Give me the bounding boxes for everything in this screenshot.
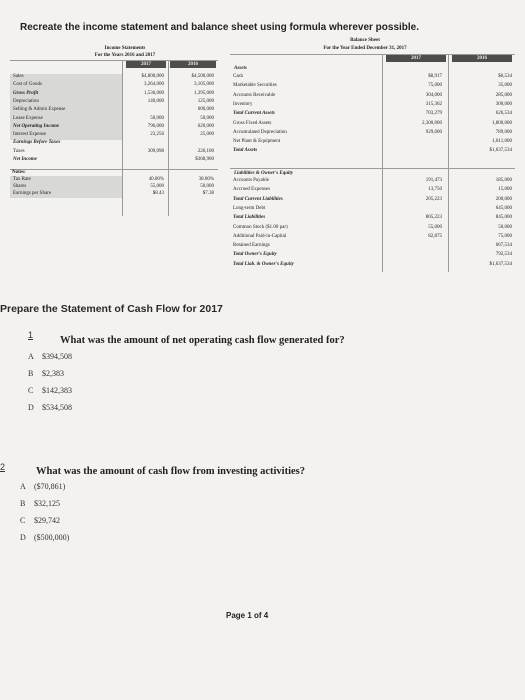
liability-row-label: Total Liab. & Owner's Equity — [233, 261, 294, 267]
q2-option-b[interactable]: B $32,125 — [20, 499, 60, 508]
asset-row-value-2016: 789,000 — [495, 129, 512, 135]
notes-row-value-2017: 55,000 — [150, 184, 164, 189]
income-row-label: Net Operating Income — [13, 123, 60, 129]
question-1-number: 1 — [28, 330, 34, 340]
income-row-label: Interest Expense — [13, 132, 47, 138]
income-row-value-2017: 796,000 — [147, 123, 164, 129]
assets-heading: Assets — [234, 66, 247, 71]
page-number: Page 1 of 4 — [226, 611, 269, 620]
asset-row-label: Marketable Securities — [233, 83, 277, 89]
asset-row-value-2017: 304,000 — [425, 92, 442, 98]
balance-header-title: Balance Sheet — [350, 38, 380, 43]
income-header-title: Income Statements — [104, 46, 146, 51]
asset-row-value-2016: 35,000 — [498, 83, 512, 89]
question-2-number: 2 — [0, 462, 6, 472]
income-row-value-2017: 140,000 — [147, 98, 164, 104]
liability-row-value-2016: 200,000 — [495, 196, 512, 202]
liability-row-value-2017: 205,223 — [425, 196, 442, 202]
income-row-value-2016: $4,500,000 — [191, 74, 214, 79]
asset-row-label: Accounts Receivable — [233, 92, 276, 98]
liability-row-value-2017: 805,223 — [425, 215, 442, 221]
income-row-label: Cost of Goods — [13, 82, 42, 88]
asset-row-label: Gross Fixed Assets — [233, 120, 272, 126]
liability-row-label: Retained Earnings — [233, 243, 270, 249]
asset-row-value-2017: 2,300,000 — [422, 120, 442, 126]
income-row-value-2016: 600,000 — [197, 107, 214, 113]
q1-option-a[interactable]: A $394,508 — [28, 352, 72, 361]
notes-row-value-2017: $8.43 — [152, 191, 164, 196]
asset-row-value-2016: $1,637,534 — [489, 148, 512, 154]
income-row-label: Depreciation — [13, 98, 39, 104]
liability-row-label: Accounts Payable — [233, 178, 269, 183]
liability-row-value-2017: 55,000 — [428, 224, 442, 230]
asset-row-value-2017: 703,279 — [425, 111, 442, 117]
notes-row-value-2016: 50,000 — [200, 184, 214, 189]
liability-row-value-2016: 50,000 — [498, 224, 512, 230]
asset-row-value-2016: 1,011,000 — [492, 139, 512, 145]
section-title: Prepare the Statement of Cash Flow for 2017 — [0, 303, 223, 315]
liability-row-value-2016: 667,534 — [495, 243, 512, 249]
income-year-2016: 2016 — [170, 61, 216, 68]
notes-row-label: Shares — [13, 184, 27, 189]
balance-year-2017: 2017 — [386, 55, 446, 62]
question-2-text: What was the amount of cash flow from investing activities? — [36, 466, 306, 477]
q1-option-c[interactable]: C $142,383 — [28, 386, 72, 395]
asset-row-value-2017: 315,362 — [425, 101, 442, 107]
liability-row-label: Additional Paid-in-Capital — [233, 233, 287, 239]
notes-row-value-2017: 40.00% — [148, 177, 164, 182]
income-row-value-2016: 25,000 — [200, 132, 214, 138]
liability-row-value-2016: 15,000 — [498, 187, 512, 193]
income-row-value-2017: 50,000 — [150, 115, 164, 121]
asset-row-label: Cash — [233, 74, 243, 79]
income-row-value-2016: 1,395,000 — [194, 90, 214, 96]
asset-row-label: Total Current Assets — [233, 111, 275, 117]
income-row-label: Selling & Admin Expense — [13, 107, 66, 113]
liability-row-label: Common Stock ($1.00 par) — [233, 224, 288, 230]
income-row-label: Taxes — [13, 148, 25, 154]
asset-row-value-2017: $8,917 — [428, 74, 442, 79]
asset-row-label: Inventory — [233, 101, 253, 107]
liabilities-heading: Liabilities & Owner's Equity — [234, 171, 294, 176]
notes-row-value-2016: 38.00% — [198, 177, 214, 182]
notes-row-value-2016: $7.38 — [202, 191, 214, 196]
notes-heading: Notes: — [12, 170, 26, 175]
liability-row-label: Total Liabilities — [233, 215, 266, 221]
liability-row-value-2016: 75,000 — [498, 233, 512, 239]
asset-row-value-2016: 285,000 — [495, 92, 512, 98]
income-row-value-2017: 1,536,000 — [144, 90, 164, 96]
income-year-2017: 2017 — [126, 61, 166, 68]
income-row-label: Lease Expense — [13, 115, 43, 121]
income-row-label: Sales — [13, 74, 24, 79]
income-row-value-2017: 23,256 — [150, 132, 164, 138]
q1-option-d[interactable]: D $534,508 — [28, 403, 72, 412]
income-statement — [10, 46, 218, 216]
q2-option-d[interactable]: D ($500,000) — [20, 533, 70, 542]
asset-row-value-2016: 300,000 — [495, 101, 512, 107]
liability-row-label: Total Owner's Equity — [233, 252, 277, 258]
asset-row-value-2016: 1,800,000 — [492, 120, 512, 126]
page-title: Recreate the income statement and balance sheet using formula wherever possible. — [20, 22, 420, 33]
income-row-value-2016: 50,000 — [200, 115, 214, 121]
liability-row-value-2016: 792,534 — [495, 252, 512, 258]
balance-year-2016: 2016 — [452, 55, 512, 62]
question-2-options — [20, 480, 69, 544]
liability-row-value-2016: 645,000 — [495, 205, 512, 211]
asset-row-label: Accumulated Depreciation — [233, 129, 287, 135]
question-1-options — [28, 350, 72, 414]
balance-header-period: For the Year Ended December 31, 2017 — [323, 46, 407, 51]
asset-row-value-2016: $6,534 — [498, 74, 512, 79]
income-row-value-2017: 309,098 — [147, 148, 164, 154]
notes-row-label: Earnings per Share — [13, 191, 52, 196]
income-header-period: For the Years 2016 and 2017 — [94, 53, 156, 58]
liability-row-value-2017: 82,875 — [428, 233, 442, 239]
income-row-value-2016: 226,100 — [197, 148, 214, 154]
liability-row-value-2017: 13,750 — [428, 187, 442, 193]
balance-sheet — [230, 38, 515, 273]
question-1-text: What was the amount of net operating cash flow generated for? — [60, 335, 345, 346]
asset-row-value-2017: 75,000 — [428, 83, 442, 89]
q2-option-c[interactable]: C $29,742 — [20, 516, 60, 525]
asset-row-label: Total Assets — [233, 148, 258, 154]
liability-row-value-2017: 191,473 — [425, 178, 442, 183]
liability-row-label: Accrued Expenses — [233, 187, 271, 193]
asset-row-value-2016: 626,534 — [495, 111, 512, 117]
income-row-label: Earnings Before Taxes — [13, 140, 61, 146]
liability-row-value-2016: 845,000 — [495, 215, 512, 221]
asset-row-value-2017: 929,000 — [425, 129, 442, 135]
income-row-label: Net Income — [13, 157, 38, 162]
income-row-value-2016: 620,000 — [197, 123, 214, 129]
income-row-value-2016: 125,000 — [197, 98, 214, 104]
income-row-value-2017: 3,264,000 — [144, 82, 164, 88]
q2-option-a[interactable]: A ($70,861) — [20, 482, 66, 491]
notes-row-label: Tax Rate — [13, 177, 31, 182]
liability-row-value-2016: $1,637,534 — [489, 261, 512, 267]
income-row-label: Gross Profit — [13, 90, 39, 96]
income-row-value-2017: $4,800,000 — [141, 74, 164, 79]
liability-row-label: Long-term Debt — [233, 205, 266, 211]
income-row-value-2016: 3,105,000 — [194, 82, 214, 88]
liability-row-value-2016: 185,000 — [495, 178, 512, 183]
liability-row-label: Total Current Liabilities — [233, 196, 283, 202]
income-row-value-2016: $368,900 — [195, 157, 214, 162]
asset-row-label: Net Plant & Equipment — [233, 139, 281, 145]
q1-option-b[interactable]: B $2,383 — [28, 369, 64, 378]
